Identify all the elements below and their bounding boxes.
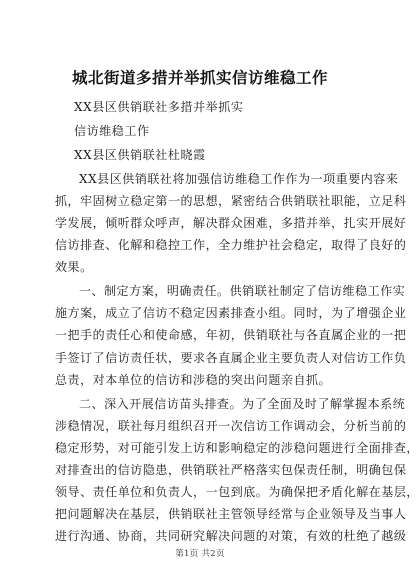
- meta-line: 信访维稳工作: [74, 124, 150, 138]
- document-title: 城北街道多措并举抓实信访维稳工作: [71, 68, 328, 87]
- paragraph-line: 学发展，倾听群众呼声，解决群众困难，多措并举，扎实开展好: [55, 216, 407, 231]
- meta-line: XX县区供销联社多措并举抓实: [74, 100, 244, 114]
- paragraph-line: 涉稳情况，联社每月组织召开一次信访工作调动会，分析当前的: [55, 418, 407, 433]
- page-footer: 第1页 共2页: [175, 549, 225, 559]
- meta-line: XX县区供销联社杜晓霞: [74, 148, 206, 162]
- paragraph-line: 抓，牢固树立稳定第一的思想，紧密结合供销联社职能，立足科: [55, 194, 407, 209]
- paragraph-line: 一、制定方案，明确责任。供销联社制定了信访维稳工作实: [79, 284, 406, 299]
- paragraph-line: 一把手的责任心和使命感，年初，供销联社与各直属企业的一把: [55, 328, 407, 343]
- paragraph-line: 对排查出的信访隐患，供销联社严格落实包保责任制，明确包保: [55, 462, 407, 477]
- paragraph-line: 把问题解决在基层，供销联社主管领导经常与企业领导及当事人: [55, 506, 407, 521]
- paragraph-line: 信访排查、化解和稳控工作，全力维护社会稳定，取得了良好的: [55, 238, 407, 253]
- paragraph-line: 进行沟通、协商，共同研究解决问题的对策，有效的杜绝了越级: [55, 529, 407, 543]
- paragraph-line: 总责，对本单位的信访和涉稳的突出问题亲自抓。: [55, 372, 332, 387]
- paragraph-line: 稳定形势，对可能引发上访和影响稳定的涉稳问题进行全面排查，: [55, 440, 419, 455]
- paragraph-line: 手签订了信访责任状，要求各直属企业主要负责人对信访工作负: [55, 350, 407, 365]
- paragraph-line: 二、深入开展信访苗头排查。为了全面及时了解掌握本系统: [79, 396, 406, 411]
- paragraph-line: XX县区供销联社将加强信访维稳工作作为一项重要内容来: [79, 172, 399, 186]
- paragraph-line: 领导、责任单位和负责人，一包到底。为确保把矛盾化解在基层，: [55, 484, 419, 499]
- paragraph-line: 施方案，成立了信访不稳定因素排查小组。同时，为了增强企业: [55, 306, 407, 321]
- paragraph-line: 效果。: [55, 260, 93, 275]
